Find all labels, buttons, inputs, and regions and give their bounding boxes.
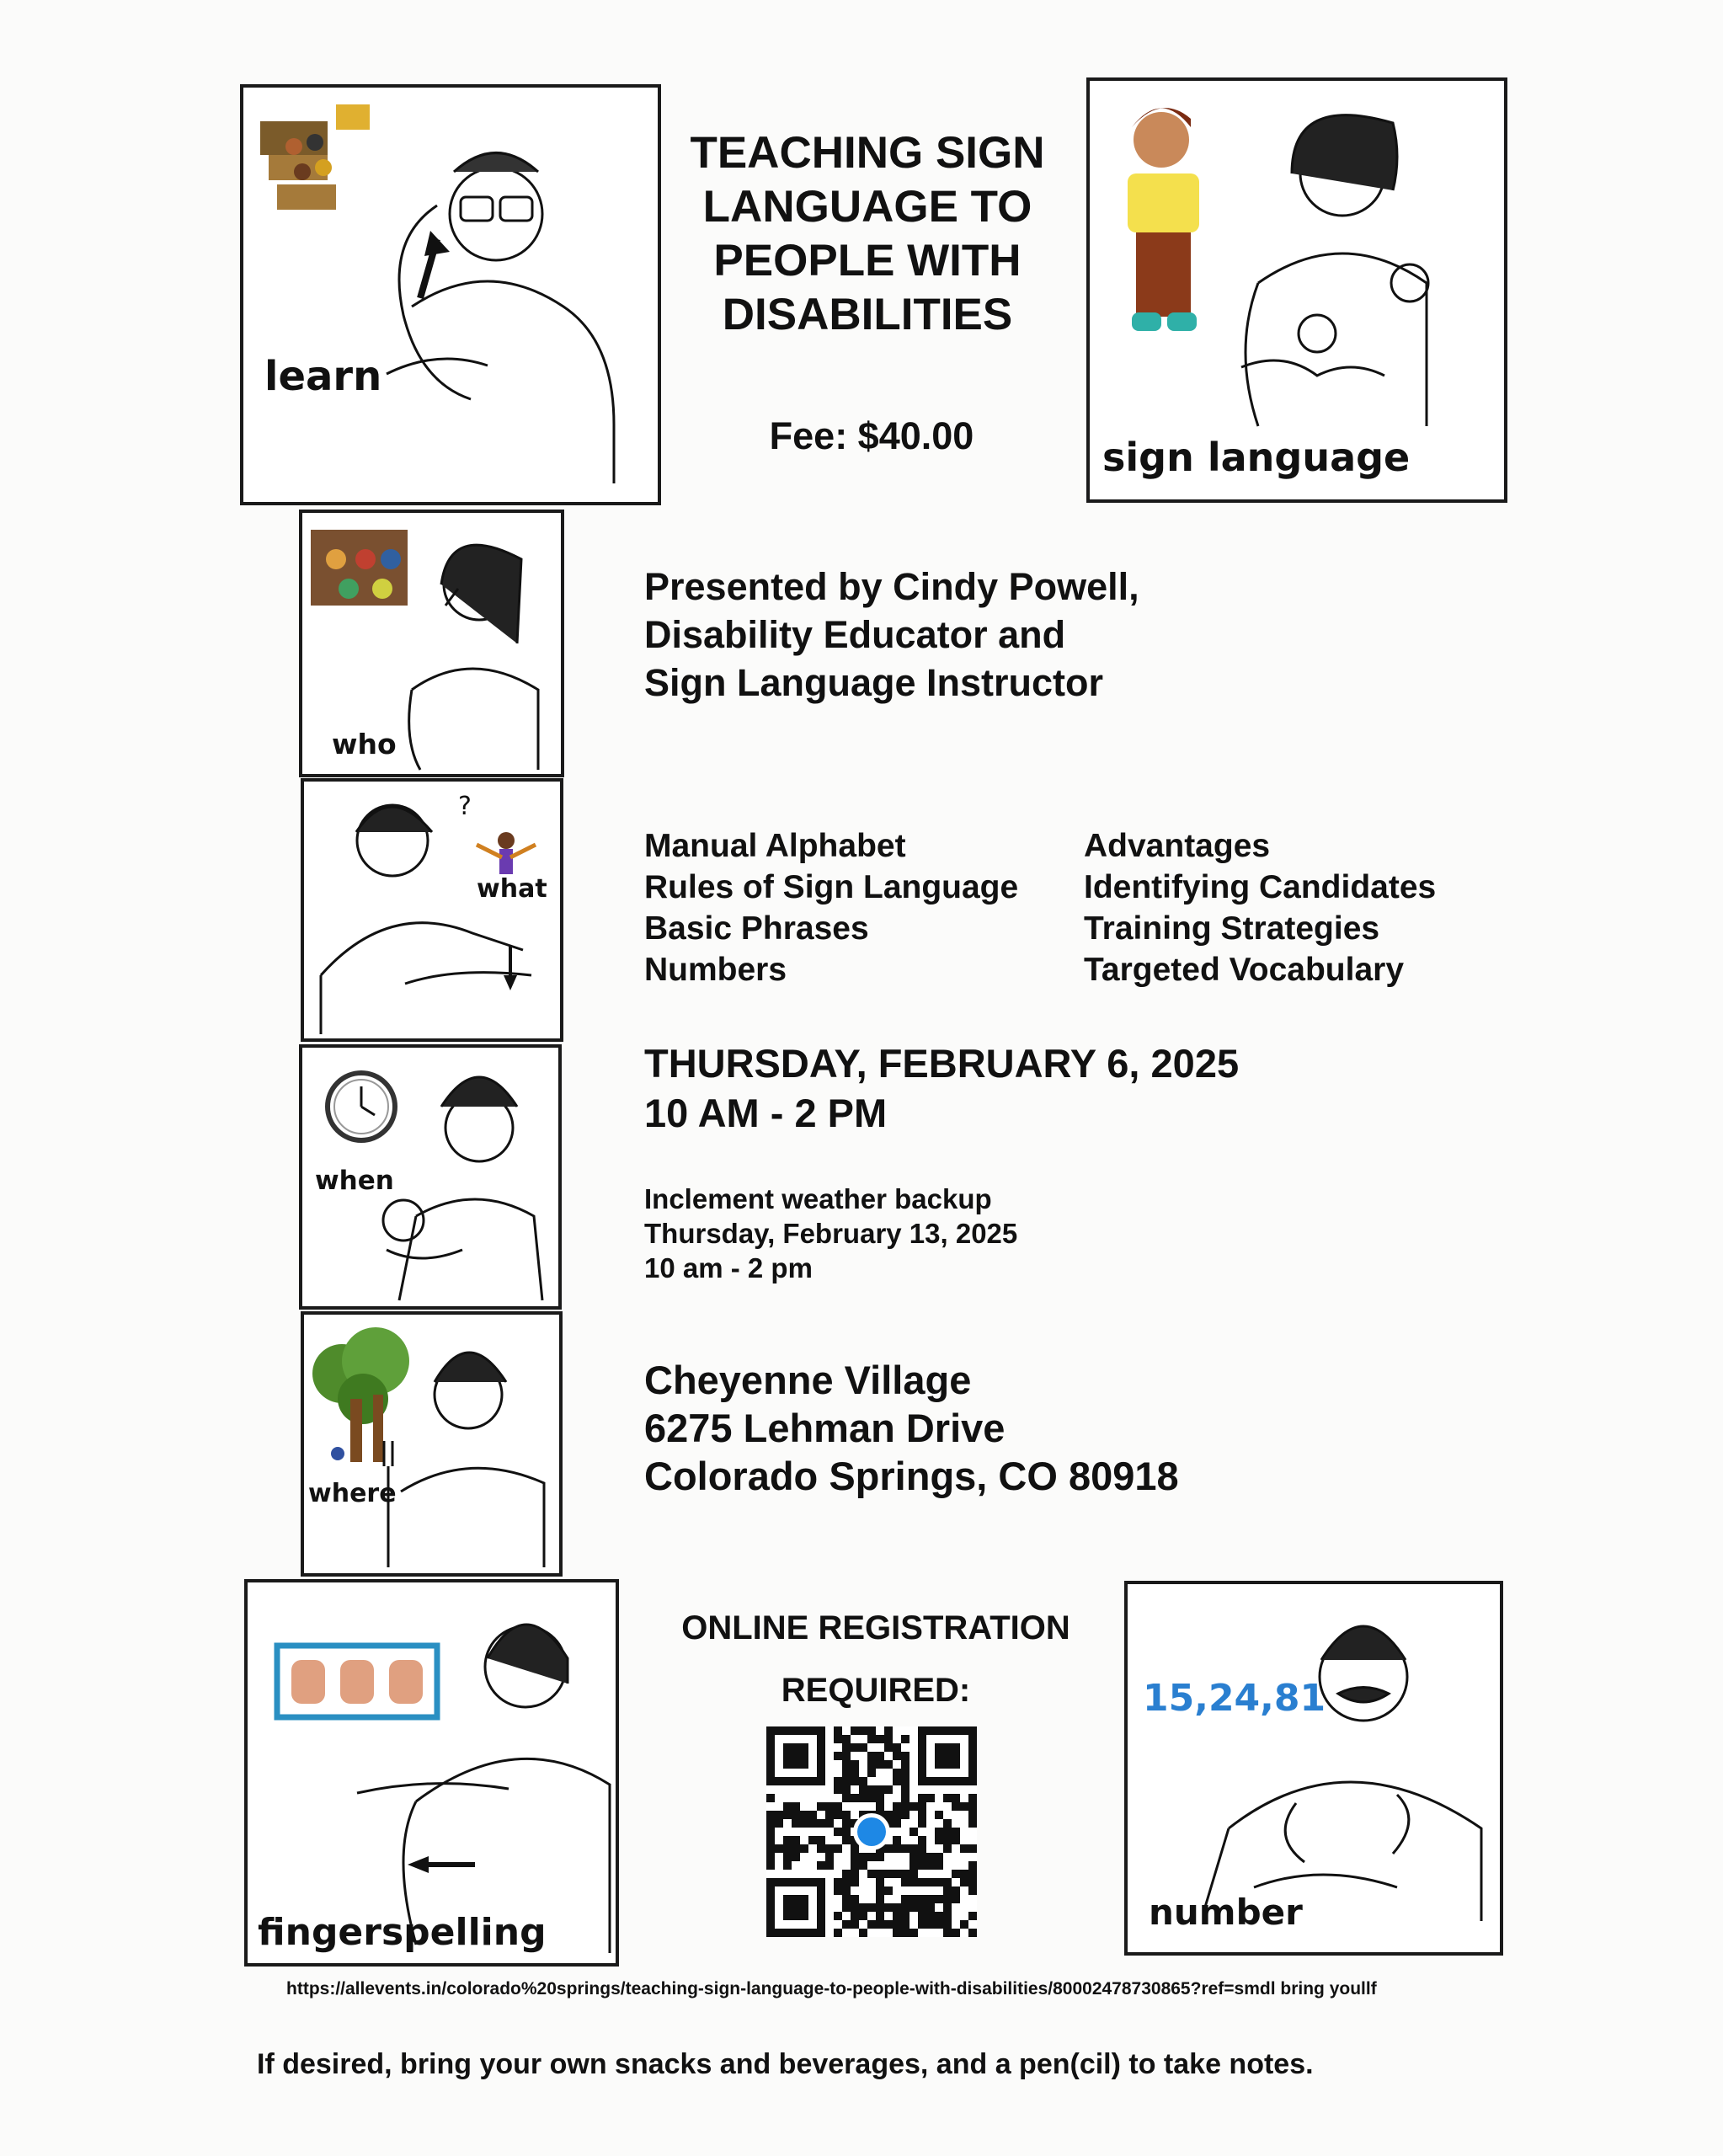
classroom-icon	[260, 104, 370, 210]
event-title	[657, 126, 1078, 342]
when-label: when	[315, 1166, 394, 1196]
topic-item: Advantages	[1084, 828, 1271, 864]
when-sign-picture	[299, 1044, 562, 1310]
presenter-line: Disability Educator and	[644, 613, 1066, 656]
fee: Fee: $40.00	[769, 414, 974, 457]
backup-line: Thursday, February 13, 2025	[644, 1218, 1018, 1249]
topic-item: Targeted Vocabulary	[1084, 952, 1405, 988]
learn-sign-picture	[240, 84, 661, 505]
clock-icon	[328, 1073, 395, 1140]
sign-language-label: sign language	[1102, 435, 1411, 480]
backup-line: Inclement weather backup	[644, 1183, 992, 1214]
venue-address	[644, 1356, 1179, 1500]
venue-line: Colorado Springs, CO 80918	[644, 1454, 1179, 1498]
person-question-icon	[477, 832, 536, 874]
backup-line: 10 am - 2 pm	[644, 1252, 813, 1283]
fingerspelling-sign-picture	[244, 1579, 619, 1967]
title-line: LANGUAGE TO	[702, 182, 1032, 232]
fingerspelling-label: fingerspelling	[258, 1911, 547, 1954]
event-date: THURSDAY, FEBRUARY 6, 2025	[644, 1041, 1240, 1086]
registration-url[interactable]: https://allevents.in/colorado%20springs/teaching-sign-language-to-people-with-disabilities/80002478730865?ref=smdl bring youllf	[286, 1979, 1377, 1999]
registration-line: REQUIRED:	[781, 1672, 971, 1709]
topic-item: Identifying Candidates	[1084, 869, 1437, 905]
number-sign-picture	[1124, 1581, 1503, 1956]
who-label: who	[332, 728, 397, 760]
where-sign-picture	[301, 1311, 563, 1577]
registration-line: ONLINE REGISTRATION	[681, 1609, 1070, 1646]
title-line: TEACHING SIGN	[690, 128, 1045, 178]
sign-language-picture	[1086, 77, 1507, 503]
who-sign-picture	[299, 510, 564, 777]
topic-item: Rules of Sign Language	[644, 869, 1019, 905]
title-line: PEOPLE WITH	[713, 236, 1022, 286]
what-label: what	[477, 874, 547, 904]
registration-heading	[640, 1597, 1112, 1721]
presenter-line: Sign Language Instructor	[644, 661, 1104, 704]
group-icon	[311, 530, 408, 606]
footer-note: If desired, bring your own snacks and beverages, and a pen(cil) to take notes.	[257, 2048, 1314, 2080]
number-digits: 15,24,81	[1143, 1677, 1326, 1720]
venue-line: Cheyenne Village	[644, 1358, 972, 1402]
hand-alphabet-icon	[277, 1646, 437, 1717]
presenter-block	[644, 563, 1139, 707]
backup-info	[644, 1182, 1017, 1285]
where-label: where	[308, 1479, 397, 1508]
tree-icon	[312, 1327, 409, 1462]
topics-right	[1084, 825, 1436, 990]
child-icon	[1128, 108, 1199, 331]
registration-qr-code[interactable]	[766, 1726, 977, 1937]
topic-item: Manual Alphabet	[644, 828, 906, 864]
venue-line: 6275 Lehman Drive	[644, 1406, 1006, 1450]
event-time: 10 AM - 2 PM	[644, 1091, 888, 1135]
title-line: DISABILITIES	[722, 290, 1013, 339]
topic-item: Training Strategies	[1084, 910, 1380, 947]
topics-left	[644, 825, 1018, 990]
question-mark: ?	[458, 792, 472, 821]
topic-item: Numbers	[644, 952, 787, 988]
topic-item: Basic Phrases	[644, 910, 869, 947]
what-sign-picture	[301, 778, 563, 1042]
number-label: number	[1149, 1892, 1303, 1933]
presenter-line: Presented by Cindy Powell,	[644, 565, 1139, 608]
learn-label: learn	[264, 353, 382, 400]
